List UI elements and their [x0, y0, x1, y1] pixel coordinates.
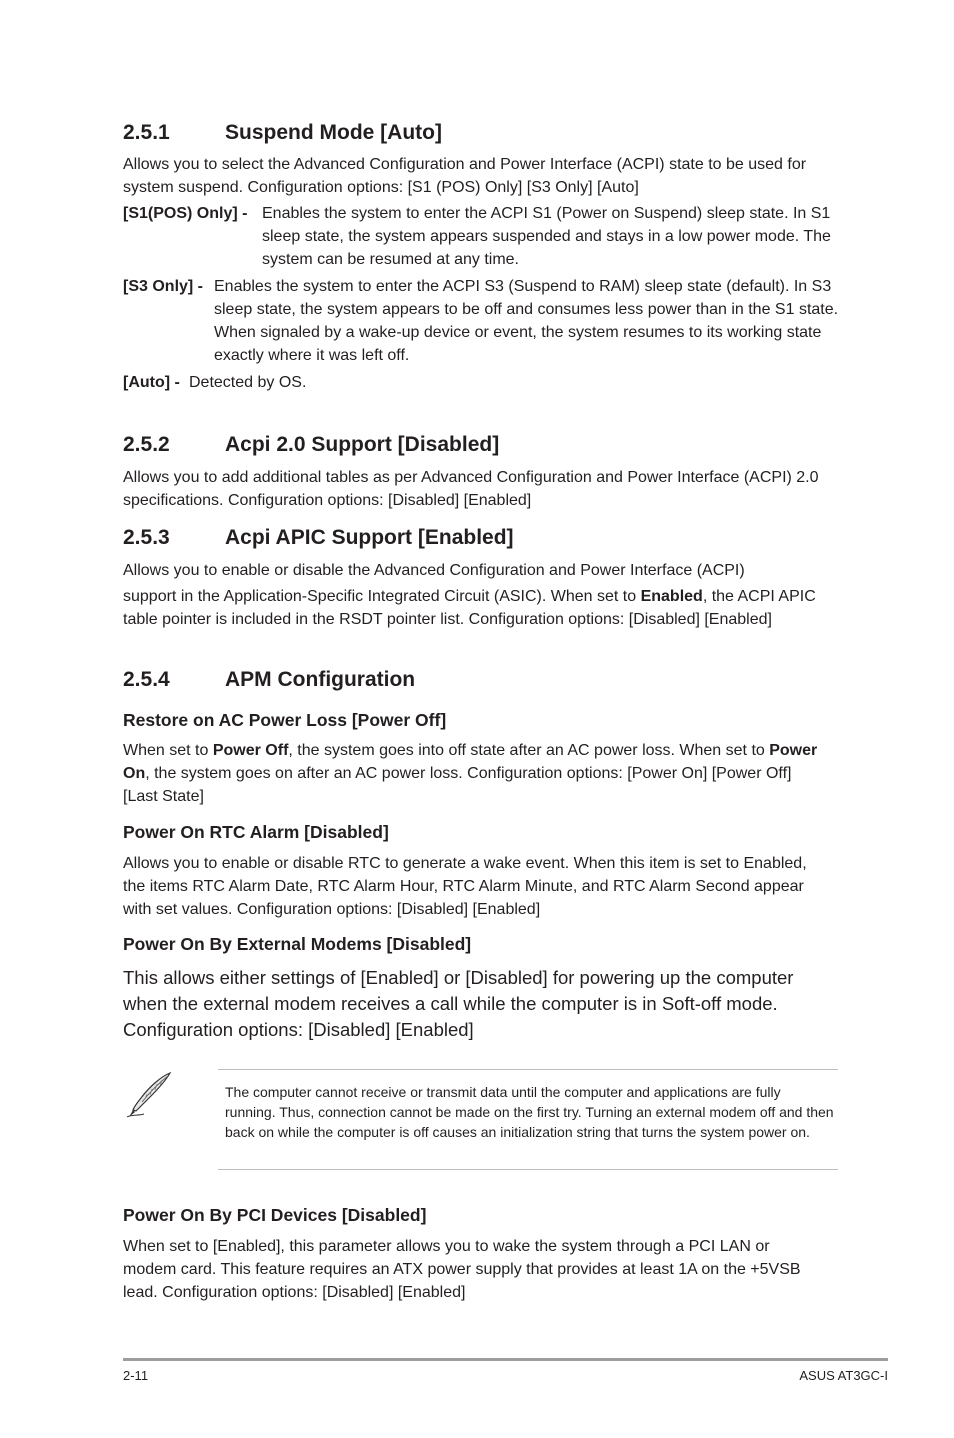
text-run: , the ACPI APIC table pointer is included in the RSDT pointer list. Configuration options: [Disabled] [Enabled] [123, 588, 816, 628]
section-2-5-4-heading [123, 668, 823, 694]
option-description: Enables the system to enter the ACPI S1 (Power on Suspend) sleep state. In S1 sleep state, the system appears suspended and stays in a low power mode. The system can be resumed at any time. [262, 205, 831, 268]
restore-ac-power-loss-heading: Restore on AC Power Loss [Power Off] [123, 710, 447, 730]
footer-rule [123, 1358, 888, 1361]
option-s1-pos-only [123, 202, 843, 272]
acpi-apic-description-line1: Allows you to enable or disable the Advanced Configuration and Power Interface (ACPI) [123, 562, 745, 579]
section-2-5-2-heading [123, 433, 823, 459]
section-number: 2.5.1 [123, 121, 170, 144]
option-description: Detected by OS. [189, 374, 307, 391]
section-title: Suspend Mode [Auto] [225, 121, 442, 144]
option-label: [Auto] - [123, 374, 180, 391]
acpi-2-0-description: Allows you to add additional tables as per Advanced Configuration and Power Interface (ACPI) 2.0 specifications. Configuration options: [Disabled] [Enabled] [123, 469, 819, 509]
section-title: APM Configuration [225, 668, 416, 691]
text-run: , the system goes on after an AC power loss. Configuration options: [Power On] [Power Off] [Last State] [123, 765, 792, 805]
rtc-alarm-heading: Power On RTC Alarm [Disabled] [123, 822, 389, 842]
section-number: 2.5.4 [123, 668, 170, 691]
section-title: Acpi APIC Support [Enabled] [225, 526, 514, 549]
bold-term-enabled: Enabled [640, 588, 703, 605]
page-number: 2-11 [123, 1368, 149, 1383]
text-run: When set to [123, 742, 213, 759]
acpi-apic-description [123, 585, 843, 631]
pen-note-icon [124, 1070, 174, 1120]
option-s3-only [123, 275, 843, 369]
pci-devices-description: When set to [Enabled], this parameter allows you to wake the system through a PCI LAN or modem card. This feature requires an ATX power supply that provides at least 1A on the +5VSB lead. Configuration options: [Disabled] [Enabled] [123, 1238, 801, 1301]
section-title: Acpi 2.0 Support [Disabled] [225, 433, 500, 456]
option-description: Enables the system to enter the ACPI S3 (Suspend to RAM) sleep state (default). In S3 sleep state, the system appears to be off and consumes less power than in the S1 state. When signaled by a wake-up device or event, the system resumes to its working state exactly where it was left off. [214, 278, 839, 364]
note-top-divider [218, 1069, 838, 1070]
bold-term-power-on: Power On [123, 742, 818, 782]
option-label: [S3 Only] - [123, 278, 204, 295]
section-2-5-1-heading [123, 121, 823, 147]
text-run: support in the Application-Specific Integrated Circuit (ASIC). When set to [123, 588, 641, 605]
text-run: , the system goes into off state after an AC power loss. When set to [288, 742, 770, 759]
option-label: [S1(POS) Only] - [123, 205, 248, 222]
restore-ac-power-loss-description [123, 739, 823, 808]
option-auto [123, 371, 843, 395]
rtc-alarm-description: Allows you to enable or disable RTC to generate a wake event. When this item is set to Enabled, the items RTC Alarm Date, RTC Alarm Hour, RTC Alarm Minute, and RTC Alarm Second appear with set values. Configuration options: [Disabled] [Enabled] [123, 855, 807, 918]
suspend-mode-intro: Allows you to select the Advanced Configuration and Power Interface (ACPI) state to be used for system suspend. Configuration options: [S1 (POS) Only] [S3 Only] [Auto] [123, 156, 807, 196]
bold-term-power-off: Power Off [212, 742, 289, 759]
pci-devices-heading: Power On By PCI Devices [Disabled] [123, 1205, 427, 1225]
product-name: ASUS AT3GC-I [799, 1368, 888, 1383]
external-modems-heading: Power On By External Modems [Disabled] [123, 934, 472, 954]
pen-note-icon-graphic [124, 1070, 174, 1120]
section-2-5-3-heading [123, 526, 823, 552]
note-bottom-divider [218, 1169, 838, 1170]
external-modems-description: This allows either settings of [Enabled] or [Disabled] for powering up the computer when the external modem receives a call while the computer is in Soft-off mode. Configuration options: [Disabled] [Enabled] [123, 967, 794, 1040]
section-number: 2.5.3 [123, 526, 170, 549]
note-text: The computer cannot receive or transmit data until the computer and applications are fully running. Thus, connection cannot be made on the first try. Turning an external modem off and then back on while the computer is off causes an initialization string that turns the system power on. [225, 1084, 834, 1140]
section-number: 2.5.2 [123, 433, 170, 456]
